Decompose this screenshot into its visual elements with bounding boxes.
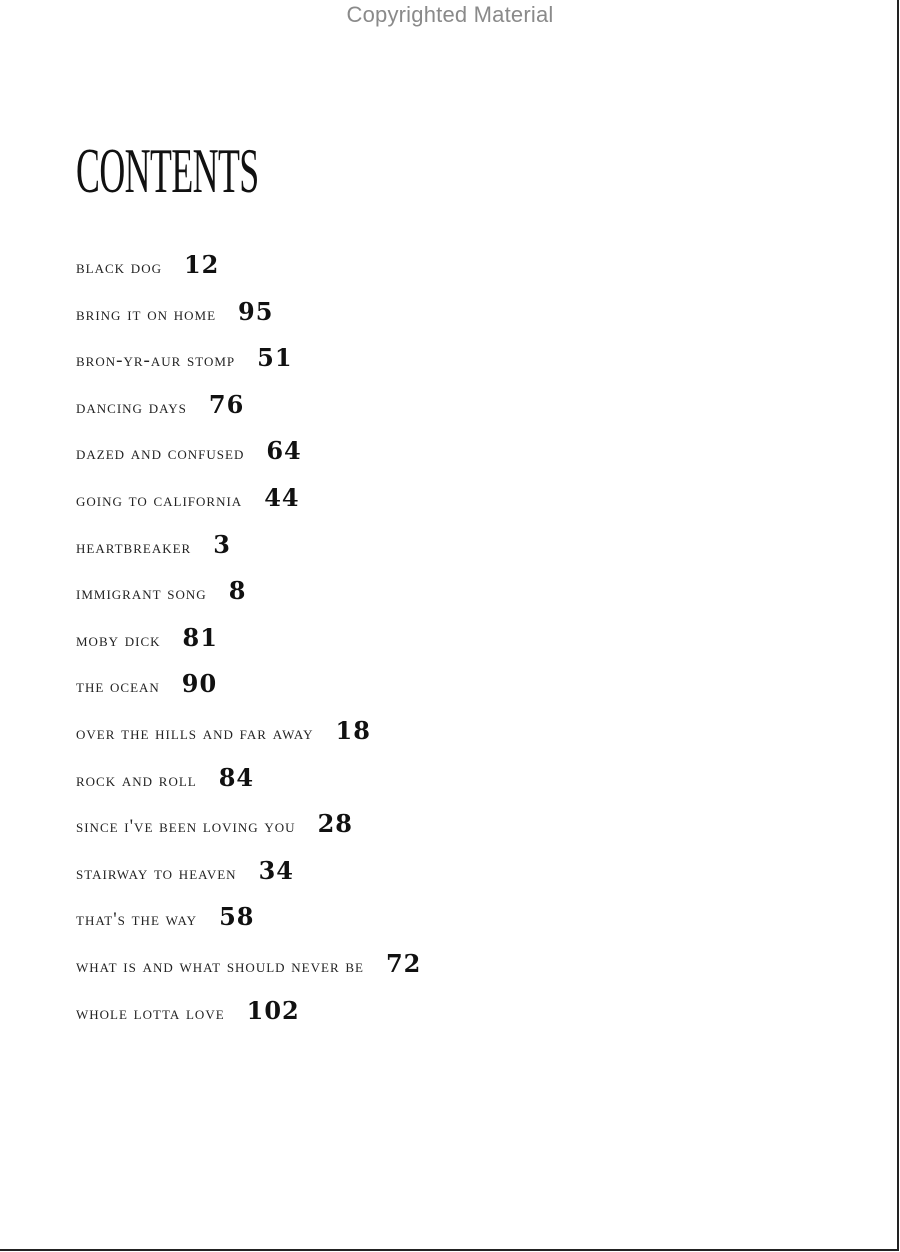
toc-entry[interactable] [76, 809, 421, 856]
toc-entry-page: 72 [385, 948, 422, 978]
toc-entry[interactable] [76, 996, 421, 1043]
toc-entry-page: 84 [218, 762, 255, 792]
toc-entry-title: immigrant song [76, 583, 207, 605]
toc-entry-title: over the hills and far away [76, 722, 314, 744]
toc-entry[interactable] [76, 669, 421, 716]
table-of-contents [76, 250, 421, 1042]
toc-entry-title: bron-yr-aur stomp [76, 350, 236, 372]
toc-entry-page: 51 [257, 343, 293, 373]
toc-entry[interactable] [76, 250, 421, 297]
toc-entry-page: 102 [246, 995, 300, 1025]
toc-entry-title: moby dick [76, 629, 161, 651]
toc-entry[interactable] [76, 297, 421, 344]
toc-entry-page: 28 [317, 809, 353, 839]
toc-entry-page: 12 [183, 250, 220, 279]
toc-entry[interactable] [76, 902, 421, 949]
toc-entry[interactable] [76, 483, 421, 530]
toc-entry-page: 90 [181, 669, 218, 699]
toc-entry-page: 8 [228, 576, 247, 606]
copyright-watermark: Copyrighted Material [346, 2, 554, 27]
toc-entry[interactable] [76, 436, 421, 483]
toc-entry-title: black dog [76, 257, 162, 278]
toc-entry-title: the ocean [76, 676, 160, 698]
toc-entry-title: rock and roll [76, 769, 197, 791]
toc-entry[interactable] [76, 623, 421, 670]
toc-entry[interactable] [76, 390, 421, 437]
toc-entry[interactable] [76, 763, 421, 810]
toc-entry[interactable] [76, 716, 421, 763]
toc-entry[interactable] [76, 949, 421, 996]
toc-entry-page: 81 [182, 622, 218, 652]
toc-entry[interactable] [76, 530, 421, 577]
toc-entry-title: bring it on home [76, 303, 217, 325]
toc-entry-page: 44 [264, 482, 300, 512]
toc-entry-page: 3 [213, 529, 231, 559]
toc-entry-page: 18 [335, 715, 371, 745]
toc-entry-title: that's the way [76, 909, 198, 931]
toc-entry[interactable] [76, 576, 421, 623]
toc-entry-title: going to california [76, 489, 243, 511]
contents-title: CONTENTS [76, 135, 259, 206]
toc-entry-page: 34 [258, 855, 294, 885]
toc-entry-title: since i've been loving you [76, 816, 296, 838]
toc-entry[interactable] [76, 856, 421, 903]
toc-entry-title: dancing days [76, 396, 187, 418]
toc-entry-page: 58 [219, 902, 255, 932]
toc-entry-page: 64 [266, 436, 302, 466]
toc-entry-page: 95 [238, 296, 274, 326]
toc-entry-title: whole lotta love [76, 1002, 225, 1024]
toc-entry-page: 76 [208, 389, 245, 419]
toc-entry[interactable] [76, 343, 421, 390]
toc-entry-title: stairway to heaven [76, 862, 237, 884]
toc-entry-title: heartbreaker [76, 536, 192, 558]
toc-entry-title: dazed and confused [76, 443, 245, 465]
toc-entry-title: what is and what should never be [76, 955, 364, 977]
